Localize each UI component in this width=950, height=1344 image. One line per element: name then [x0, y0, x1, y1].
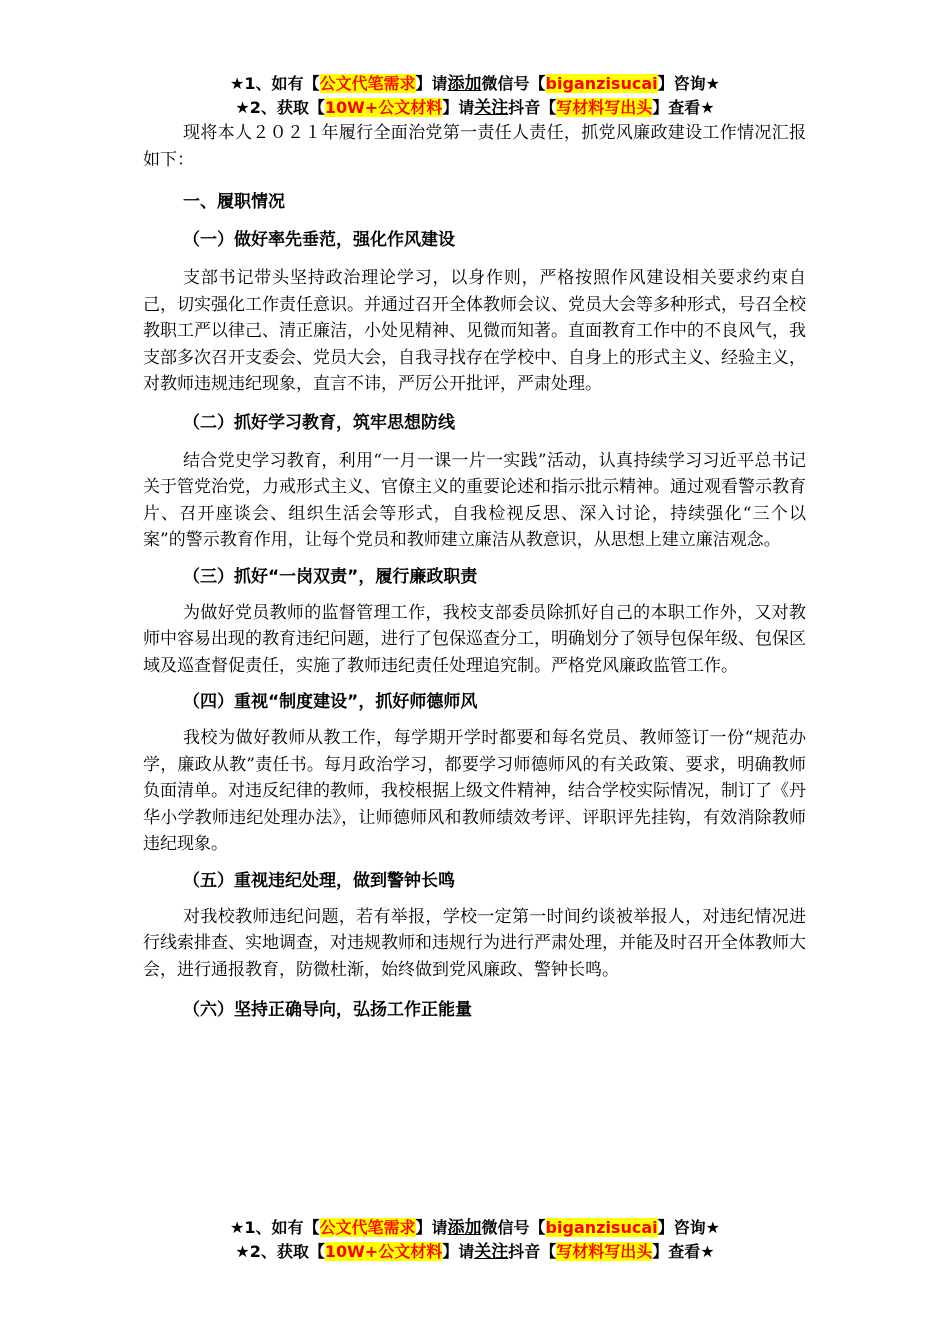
highlight-wechat-id: biganzisucai — [545, 1218, 658, 1237]
document-body — [143, 120, 806, 1023]
footer-banner-line-2: ★2、获取【10W+公文材料】请关注抖音【写材料写出头】查看★ — [235, 1242, 715, 1262]
subsection-body-5: 对我校教师违纪问题，若有举报，学校一定第一时间约谈被举报人，对违纪情况进行线索排查、实地调查，对违规教师和违规行为进行严肃处理，并能及时召开全体教师大会，进行通报教育，防微杜渐，始终做到党风廉政、警钟长鸣。 — [143, 906, 806, 980]
subsection-body-2: 结合党史学习教育，利用“一月一课一片一实践”活动，认真持续学习习近平总书记关于管党治党，力戒形式主义、官僚主义的重要论述和指示批示精神。通过观看警示教育片、召开座谈会、组织生活会等形式，自我检视反思、深入讨论，持续强化“三个以案”的警示教育作用，让每个党员和教师建立廉洁从教意识，从思想上建立廉洁观念。 — [143, 450, 806, 550]
subsection-title-4: （四）重视“制度建设”，抓好师德师风 — [183, 692, 478, 712]
footer-banner-line-1: ★1、如有【公文代笔需求】请添加微信号【biganzisucai】咨询★ — [230, 1218, 720, 1238]
subsection-title-5: （五）重视违纪处理，做到警钟长鸣 — [183, 870, 455, 891]
subsection-title-3: （三）抓好“一岗双责”，履行廉政职责 — [183, 566, 478, 587]
highlight-materials: 10W+公文材料 — [324, 98, 443, 117]
intro-paragraph: 现将本人２０２１年履行全面治党第一责任人责任，抓党风廉政建设工作情况汇报如下： — [143, 123, 806, 170]
subsection-title-2: （二）抓好学习教育，筑牢思想防线 — [183, 412, 455, 433]
subsection-body-4: 我校为做好教师从教工作，每学期开学时都要和每名党员、教师签订一份“规范办学，廉政从教”责任书。每月政治学习，都要学习师德师风的有关政策、要求，明确教师负面清单。对违反纪律的教师，我校根据上级文件精神，结合学校实际情况，制订了《丹华小学教师违纪处理办法》，让师德师风和教师绩效考评、评职评先挂钩，有效消除教师违纪现象。 — [143, 728, 806, 854]
section-heading-1: 一、履职情况 — [183, 192, 285, 212]
subsection-body-3: 为做好党员教师的监督管理工作，我校支部委员除抓好自己的本职工作外，又对教师中容易出现的教育违纪问题，进行了包保巡查分工，明确划分了领导包保年级、包保区域及巡查督促责任，实施了教师违纪责任处理追究制。严格党风廉政监管工作。 — [143, 602, 806, 676]
highlight-wechat-id: biganzisucai — [545, 74, 658, 93]
header-banner-line-2: ★2、获取【10W+公文材料】请关注抖音【写材料写出头】查看★ — [235, 98, 715, 118]
header-banner-line-1: ★1、如有【公文代笔需求】请添加微信号【biganzisucai】咨询★ — [230, 74, 720, 94]
highlight-ghostwriting: 公文代笔需求 — [319, 74, 416, 93]
highlight-ghostwriting: 公文代笔需求 — [319, 1218, 416, 1237]
highlight-materials: 10W+公文材料 — [324, 1242, 443, 1261]
highlight-douyin: 写材料写出头 — [556, 98, 653, 117]
subsection-body-1: 支部书记带头坚持政治理论学习，以身作则，严格按照作风建设相关要求约束自己，切实强化工作责任意识。并通过召开全体教师会议、党员大会等多种形式，号召全校教职工严以律己、清正廉洁，小处见精神、见微而知著。直面教育工作中的不良风气，我支部多次召开支委会、党员大会，自我寻找存在学校中、自身上的形式主义、经验主义，对教师违规违纪现象，直言不讳，严厉公开批评，严肃处理。 — [143, 268, 806, 394]
highlight-douyin: 写材料写出头 — [556, 1242, 653, 1261]
subsection-title-1: （一）做好率先垂范，强化作风建设 — [183, 230, 455, 250]
subsection-title-6: （六）坚持正确导向，弘扬工作正能量 — [183, 1000, 472, 1020]
